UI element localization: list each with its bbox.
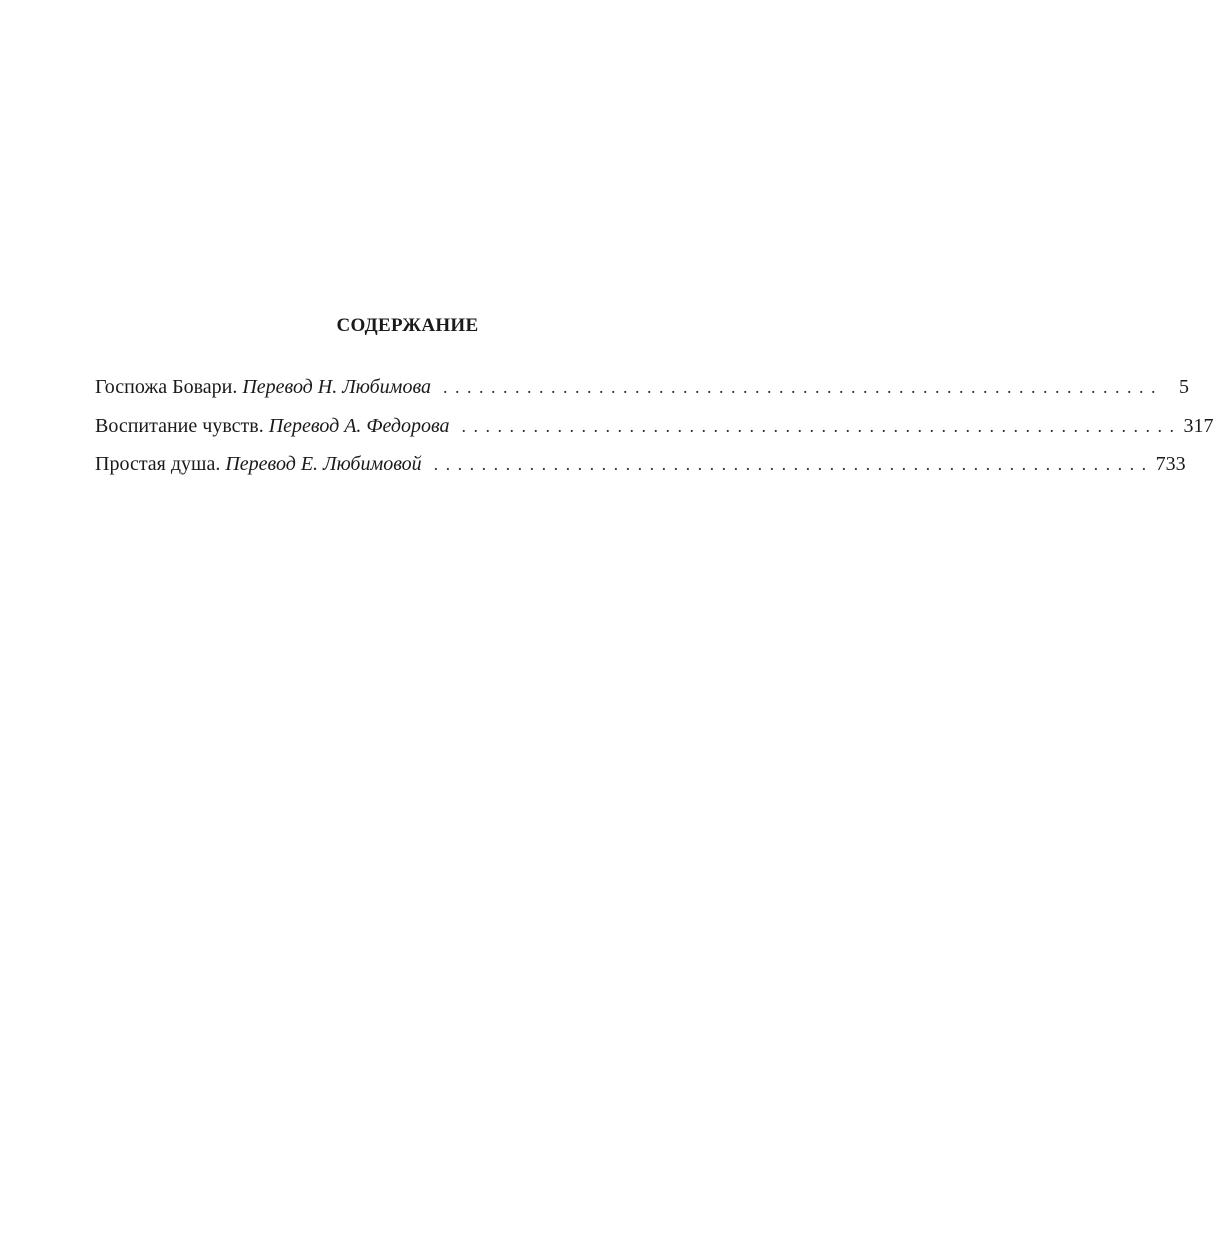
entry-translator: Перевод Н. Любимова <box>242 376 431 398</box>
entry-title: Госпожа Бовари. <box>95 376 238 398</box>
dot-leader: . . . . . . . . . . . . . . . . . . . . . . . . . . . . . . . . . . . . . . . . . . . . . . . . . . . . . . . . . . . . <box>461 415 1176 436</box>
entry-translator: Перевод Е. Любимовой <box>225 453 422 475</box>
contents-entry <box>95 373 1189 412</box>
entry-page-number: 317 <box>1183 414 1214 437</box>
entry-translator: Перевод А. Федорова <box>268 414 450 437</box>
dot-leader: . . . . . . . . . . . . . . . . . . . . . . . . . . . . . . . . . . . . . . . . . . . . . . . . . . . . . . . . . . . . <box>443 377 1157 397</box>
entry-title: Воспитание чувств. <box>95 414 264 437</box>
entry-title: Простая душа. <box>95 453 221 475</box>
entry-page-number: 5 <box>1179 376 1189 398</box>
contents-entry <box>95 450 1186 489</box>
contents-heading: СОДЕРЖАНИЕ <box>336 315 479 336</box>
entry-page-number: 733 <box>1155 453 1186 475</box>
contents-list <box>95 373 1214 489</box>
contents-entry <box>95 412 1214 451</box>
dot-leader: . . . . . . . . . . . . . . . . . . . . . . . . . . . . . . . . . . . . . . . . . . . . . . . . . . . . . . . . . . . . <box>433 454 1148 474</box>
